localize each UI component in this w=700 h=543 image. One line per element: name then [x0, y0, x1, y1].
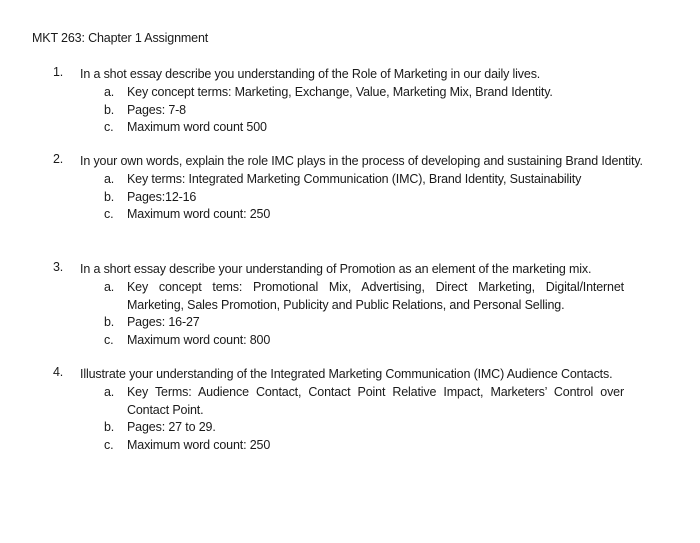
item-letter: b. — [104, 315, 115, 329]
list-item — [104, 332, 653, 350]
question-number: 2. — [53, 152, 64, 166]
item-letter: b. — [104, 189, 115, 204]
item-text: Key terms: Integrated Marketing Communication (IMC), Brand Identity, Sustainability — [127, 172, 582, 186]
item-text: Pages: 27 to 29. — [127, 420, 216, 434]
item-text: Pages:12-16 — [127, 189, 197, 204]
item-text: Maximum word count: 800 — [127, 332, 271, 347]
list-item — [104, 189, 653, 207]
item-text: Maximum word count 500 — [127, 120, 267, 134]
list-item — [104, 84, 653, 102]
question-3 — [53, 260, 653, 349]
question-text: Illustrate your understanding of the Integrated Marketing Communication (IMC) Audience Contacts. — [80, 367, 613, 381]
item-text: Pages: 16-27 — [127, 315, 200, 329]
question-number: 1. — [53, 65, 64, 79]
item-letter: c. — [104, 207, 114, 221]
question-4 — [53, 365, 653, 454]
list-item — [104, 314, 653, 332]
item-text: Pages: 7-8 — [127, 102, 186, 117]
list-item — [104, 437, 653, 455]
list-item — [104, 119, 653, 137]
item-letter: c. — [104, 437, 114, 452]
list-item — [104, 102, 653, 120]
list-item — [104, 206, 653, 224]
question-text: In a short essay describe your understanding of Promotion as an element of the marketing mix. — [80, 262, 592, 276]
item-text: Maximum word count: 250 — [127, 437, 271, 452]
question-number: 3. — [53, 260, 64, 274]
item-letter: c. — [104, 120, 114, 134]
item-letter: b. — [104, 420, 115, 434]
question-number: 4. — [53, 365, 64, 379]
item-text: Key Terms: Audience Contact, Contact Point Relative Impact, Marketers’ Control over Contact Point. — [127, 385, 624, 417]
question-text: In your own words, explain the role IMC plays in the process of developing and sustaining Brand Identity. — [80, 154, 643, 168]
document-title: MKT 263: Chapter 1 Assignment — [32, 31, 209, 45]
list-item — [104, 384, 653, 419]
list-item — [104, 279, 653, 314]
question-1 — [53, 65, 653, 137]
list-item — [104, 419, 653, 437]
item-text: Key concept terms: Marketing, Exchange, Value, Marketing Mix, Brand Identity. — [127, 85, 553, 99]
item-letter: a. — [104, 172, 115, 186]
question-2 — [53, 152, 653, 224]
item-letter: b. — [104, 102, 115, 117]
item-text: Key concept tems: Promotional Mix, Advertising, Direct Marketing, Digital/Internet Marketing, Sales Promotion, Publicity and Public Relations, and Personal Selling. — [127, 280, 624, 312]
item-text: Maximum word count: 250 — [127, 207, 271, 221]
list-item — [104, 171, 653, 189]
item-letter: a. — [104, 385, 115, 399]
question-text: In a shot essay describe you understanding of the Role of Marketing in our daily lives. — [80, 67, 541, 81]
item-letter: a. — [104, 280, 115, 294]
item-letter: c. — [104, 332, 114, 347]
item-letter: a. — [104, 85, 115, 99]
